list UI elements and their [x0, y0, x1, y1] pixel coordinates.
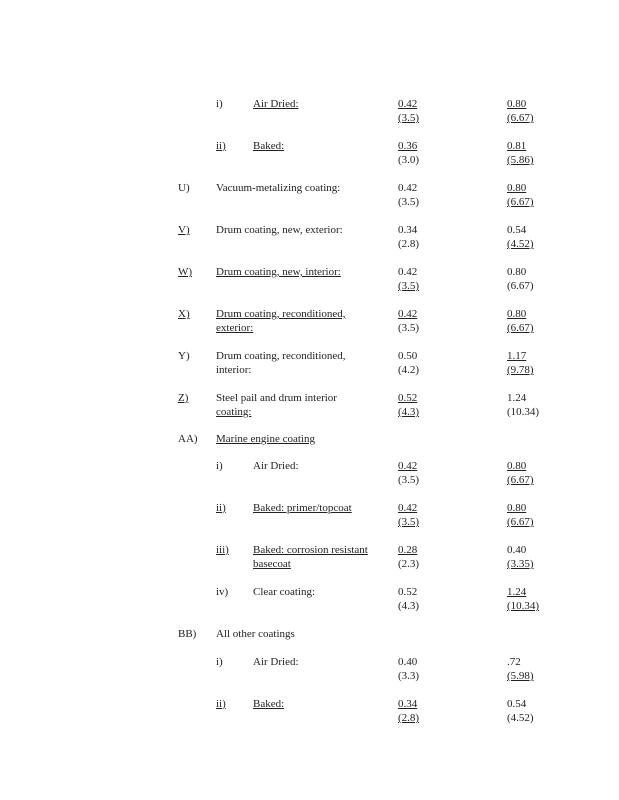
voc-value-b: 1.24	[507, 392, 527, 404]
voc-value-b: (5.86)	[507, 154, 534, 166]
voc-value-a: 0.40	[398, 656, 418, 668]
voc-value-a: (4.2)	[398, 364, 420, 376]
voc-value-b: (6.67)	[507, 280, 534, 292]
voc-value-a: (4.3)	[398, 406, 420, 418]
voc-value-b: (5.98)	[507, 670, 534, 682]
voc-value-a: 0.36	[398, 140, 418, 152]
item-roman: ii)	[216, 140, 226, 152]
voc-value-a: 0.42	[398, 502, 418, 514]
voc-value-b: 1.24	[507, 586, 527, 598]
item-label: Drum coating, new, exterior:	[216, 224, 343, 236]
item-letter: Z)	[178, 392, 189, 404]
voc-value-a: (2.8)	[398, 712, 420, 724]
voc-value-a: (4.3)	[398, 600, 420, 612]
voc-value-b: (10.34)	[507, 600, 540, 612]
voc-value-a: 0.42	[398, 308, 418, 320]
voc-value-a: (3.5)	[398, 474, 420, 486]
voc-value-b: 0.80	[507, 460, 527, 472]
item-label: basecoat	[253, 558, 291, 570]
voc-value-a: 0.42	[398, 98, 418, 110]
item-letter: V)	[178, 224, 190, 236]
voc-value-a: 0.34	[398, 224, 418, 236]
item-letter: W)	[178, 266, 193, 278]
item-label: interior:	[216, 364, 252, 376]
item-label: Baked: primer/topcoat	[253, 502, 352, 514]
item-roman: i)	[216, 460, 223, 472]
voc-value-a: 0.50	[398, 350, 418, 362]
item-roman: iii)	[216, 544, 229, 556]
item-roman: ii)	[216, 698, 226, 710]
voc-value-a: 0.42	[398, 182, 418, 194]
item-label: Drum coating, reconditioned,	[216, 350, 346, 362]
item-letter: BB)	[178, 628, 197, 640]
voc-value-b: .72	[507, 656, 521, 668]
voc-value-b: 0.54	[507, 698, 527, 710]
voc-value-b: 0.80	[507, 502, 527, 514]
item-label: exterior:	[216, 322, 254, 334]
item-label: Drum coating, new, interior:	[216, 266, 341, 278]
voc-value-b: (6.67)	[507, 322, 534, 334]
voc-value-b: (6.67)	[507, 196, 534, 208]
voc-value-b: 0.80	[507, 182, 527, 194]
voc-value-b: (9.78)	[507, 364, 534, 376]
item-label: Steel pail and drum interior	[216, 392, 337, 404]
item-label: All other coatings	[216, 628, 295, 640]
voc-value-b: 0.80	[507, 98, 527, 110]
item-roman: i)	[216, 98, 223, 110]
voc-value-a: 0.28	[398, 544, 418, 556]
voc-value-b: 0.40	[507, 544, 527, 556]
voc-value-a: (3.0)	[398, 154, 420, 166]
voc-value-a: 0.52	[398, 586, 418, 598]
item-roman: iv)	[216, 586, 229, 598]
voc-value-a: 0.42	[398, 266, 418, 278]
voc-value-b: (4.52)	[507, 712, 534, 724]
item-letter: AA)	[178, 433, 198, 445]
item-label: Marine engine coating	[216, 433, 315, 445]
item-letter: X)	[178, 308, 190, 320]
voc-value-a: 0.34	[398, 698, 418, 710]
voc-value-b: 0.80	[507, 308, 527, 320]
voc-value-a: (3.3)	[398, 670, 420, 682]
item-label: Clear coating:	[253, 586, 316, 598]
voc-value-b: 1.17	[507, 350, 527, 362]
voc-value-b: (4.52)	[507, 238, 534, 250]
voc-value-b: 0.81	[507, 140, 527, 152]
item-label: coating:	[216, 406, 252, 418]
item-roman: ii)	[216, 502, 226, 514]
voc-value-b: (6.67)	[507, 474, 534, 486]
voc-value-b: 0.54	[507, 224, 527, 236]
voc-value-a: (2.3)	[398, 558, 420, 570]
voc-value-b: 0.80	[507, 266, 527, 278]
voc-value-a: 0.42	[398, 460, 418, 472]
item-label: Air Dried:	[253, 460, 299, 472]
voc-value-a: (3.5)	[398, 112, 420, 124]
voc-value-a: (3.5)	[398, 196, 420, 208]
voc-value-b: (10.34)	[507, 406, 540, 418]
item-label: Air Dried:	[253, 98, 299, 110]
voc-value-b: (3.35)	[507, 558, 534, 570]
item-letter: Y)	[178, 350, 190, 362]
item-roman: i)	[216, 656, 223, 668]
voc-value-b: (6.67)	[507, 112, 534, 124]
voc-value-a: (2.8)	[398, 238, 420, 250]
voc-value-a: (3.5)	[398, 322, 420, 334]
item-label: Baked:	[253, 140, 285, 152]
voc-value-a: (3.5)	[398, 280, 420, 292]
item-label: Drum coating, reconditioned,	[216, 308, 346, 320]
item-label: Air Dried:	[253, 656, 299, 668]
voc-value-a: (3.5)	[398, 516, 420, 528]
voc-value-b: (6.67)	[507, 516, 534, 528]
item-label: Vacuum-metalizing coating:	[216, 182, 341, 194]
item-letter: U)	[178, 182, 190, 194]
item-label: Baked: corrosion resistant	[253, 544, 368, 556]
voc-value-a: 0.52	[398, 392, 418, 404]
item-label: Baked:	[253, 698, 285, 710]
